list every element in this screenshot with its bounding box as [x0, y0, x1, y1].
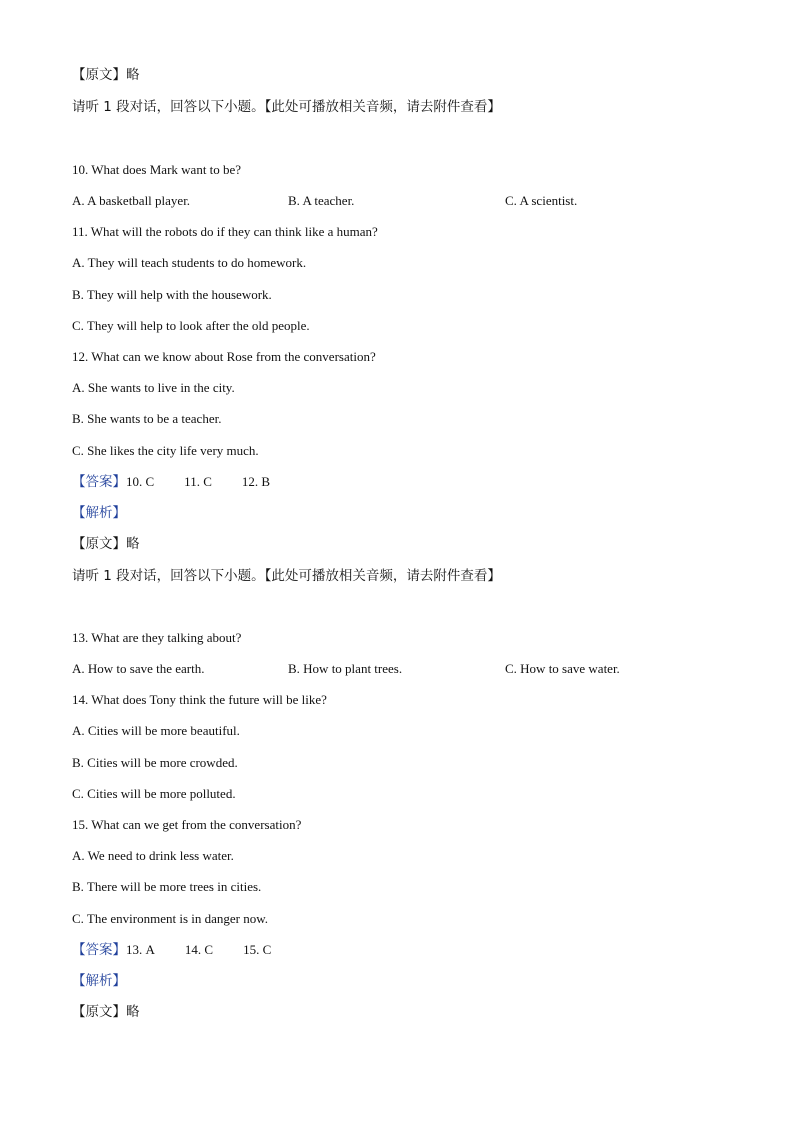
yuanwen-tag: 【原文】	[72, 1004, 126, 1020]
answer-11: 11. C	[184, 474, 212, 489]
q14-option-c: C. Cities will be more polluted.	[72, 786, 236, 801]
answer-14: 14. C	[184, 942, 214, 957]
q10-option-a: A. A basketball player.	[72, 193, 191, 208]
analysis-line-2	[72, 973, 126, 989]
answer-13: 13. A	[126, 942, 155, 957]
q12-option-c: C. She likes the city life very much.	[72, 443, 259, 458]
q15-option-b: B. There will be more trees in cities.	[72, 879, 262, 894]
q14-option-a: A. Cities will be more beautiful.	[72, 723, 240, 738]
answer-15: 15. C	[243, 942, 272, 957]
yuanwen-tag: 【原文】	[72, 67, 126, 83]
q12-option-b: B. She wants to be a teacher.	[72, 411, 222, 426]
q10-option-b: B. A teacher.	[288, 193, 355, 208]
q11-option-c: C. They will help to look after the old people.	[72, 318, 310, 333]
q11-option-b: B. They will help with the housework.	[72, 287, 272, 302]
q13-option-b: B. How to plant trees.	[288, 661, 403, 676]
answer-10: 10. C	[126, 474, 155, 489]
q15-option-a: A. We need to drink less water.	[72, 848, 234, 863]
q12-option-a: A. She wants to live in the city.	[72, 380, 235, 395]
listening-instruction-2: 请听 1 段对话，回答以下小题。【此处可播放相关音频，请去附件查看】	[72, 568, 501, 584]
answer-line-1	[72, 474, 270, 490]
answer-line-2	[72, 942, 271, 958]
q15-option-c: C. The environment is in danger now.	[72, 911, 269, 926]
question-11: 11. What will the robots do if they can think like a human?	[72, 224, 378, 239]
answer-tag: 【答案】	[72, 942, 126, 958]
q13-option-a: A. How to save the earth.	[72, 661, 205, 676]
yuanwen-text: 略	[126, 67, 140, 83]
analysis-tag: 【解析】	[72, 505, 126, 521]
yuanwen-text: 略	[126, 536, 140, 552]
question-15: 15. What can we get from the conversation?	[72, 817, 302, 832]
q10-option-c: C. A scientist.	[505, 193, 578, 208]
yuanwen-line-3	[72, 1004, 140, 1020]
listening-instruction: 请听 1 段对话，回答以下小题。【此处可播放相关音频，请去附件查看】	[72, 99, 501, 115]
q13-option-c: C. How to save water.	[505, 661, 620, 676]
question-10: 10. What does Mark want to be?	[72, 162, 242, 177]
yuanwen-line-2	[72, 536, 140, 552]
q11-option-a: A. They will teach students to do homework.	[72, 255, 307, 270]
analysis-line-1	[72, 505, 126, 521]
question-12: 12. What can we know about Rose from the conversation?	[72, 349, 376, 364]
yuanwen-line	[72, 67, 140, 83]
answer-12: 12. B	[241, 474, 271, 489]
q14-option-b: B. Cities will be more crowded.	[72, 755, 238, 770]
question-14: 14. What does Tony think the future will be like?	[72, 692, 327, 707]
yuanwen-text: 略	[126, 1004, 140, 1020]
question-13: 13. What are they talking about?	[72, 630, 242, 645]
answer-tag: 【答案】	[72, 474, 126, 490]
yuanwen-tag: 【原文】	[72, 536, 126, 552]
analysis-tag: 【解析】	[72, 973, 126, 989]
